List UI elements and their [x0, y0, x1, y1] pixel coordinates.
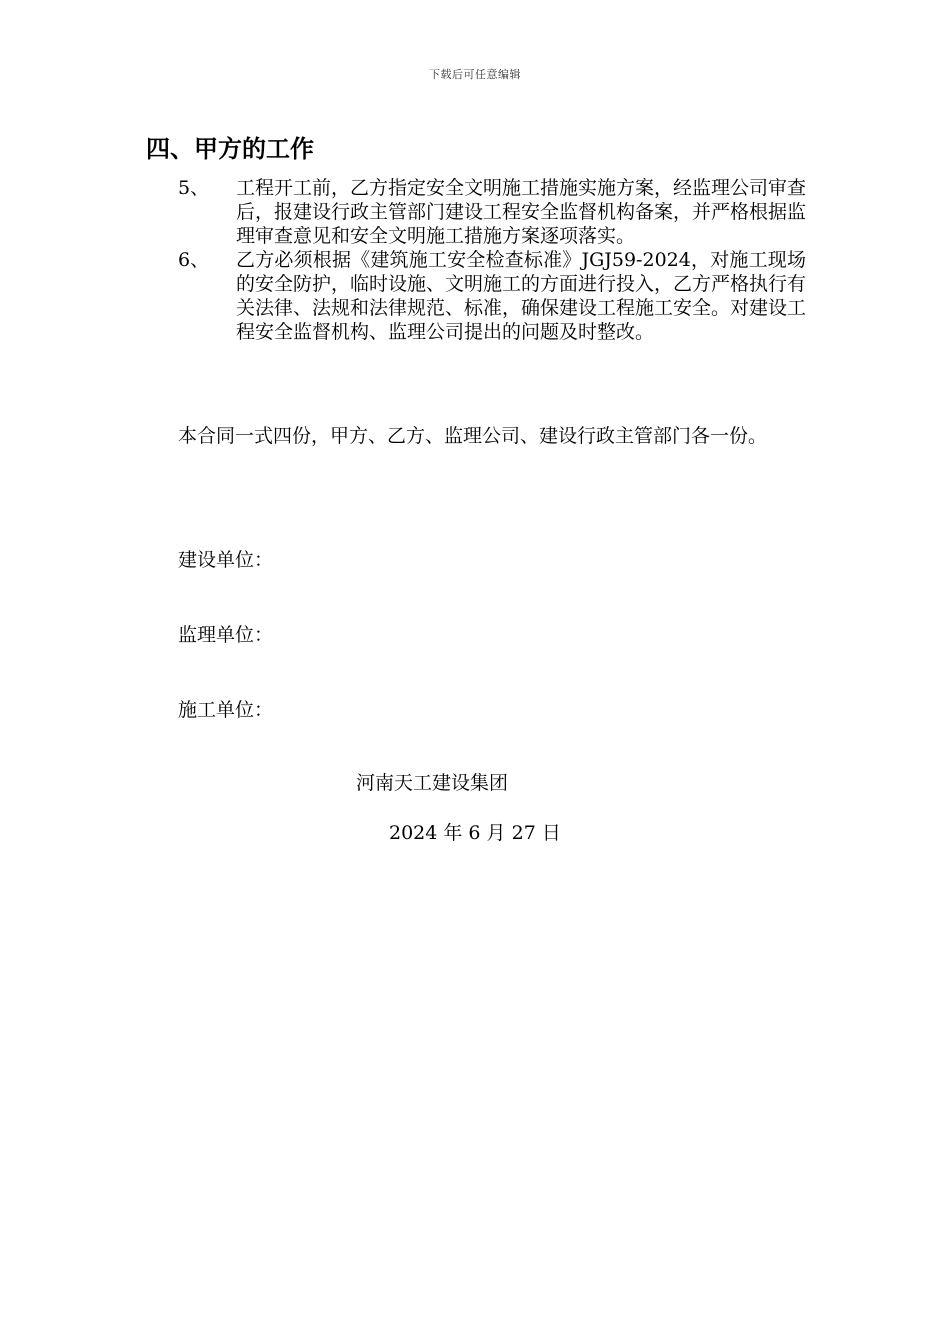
list-item-text: 工程开工前，乙方指定安全文明施工措施实施方案，经监理公司审查后，报建设行政主管部门建设工程安全监督机构备案，并严格根据监理审查意见和安全文明施工措施方案逐项落实。: [236, 177, 807, 247]
copies-paragraph: 本合同一式四份，甲方、乙方、监理公司、建设行政主管部门各一份。: [178, 425, 768, 447]
list-item: [178, 176, 806, 248]
list-item-number: 6、: [178, 249, 210, 271]
builder-signature-label: 施工单位：: [178, 699, 274, 721]
list-item-text: 乙方必须根据《建筑施工安全检查标准》JGJ59-2024，对施工现场的安全防护，临时设施、文明施工的方面进行投入，乙方严格执行有关法律、法规和法律规范、标准，确保建设工程施工安全。对建设工程安全监督机构、监理公司提出的问题及时整改。: [236, 249, 807, 343]
document-date: 2024 年 6 月 27 日: [389, 822, 561, 844]
list-item: [178, 248, 806, 344]
owner-signature-label: 建设单位：: [178, 549, 274, 571]
section-title: 四、甲方的工作: [146, 135, 314, 163]
header-note: 下载后可任意编辑: [429, 68, 521, 81]
obligations-list: [178, 176, 806, 344]
supervisor-signature-label: 监理单位：: [178, 624, 274, 646]
list-item-number: 5、: [178, 177, 210, 199]
company-name: 河南天工建设集团: [356, 772, 509, 794]
